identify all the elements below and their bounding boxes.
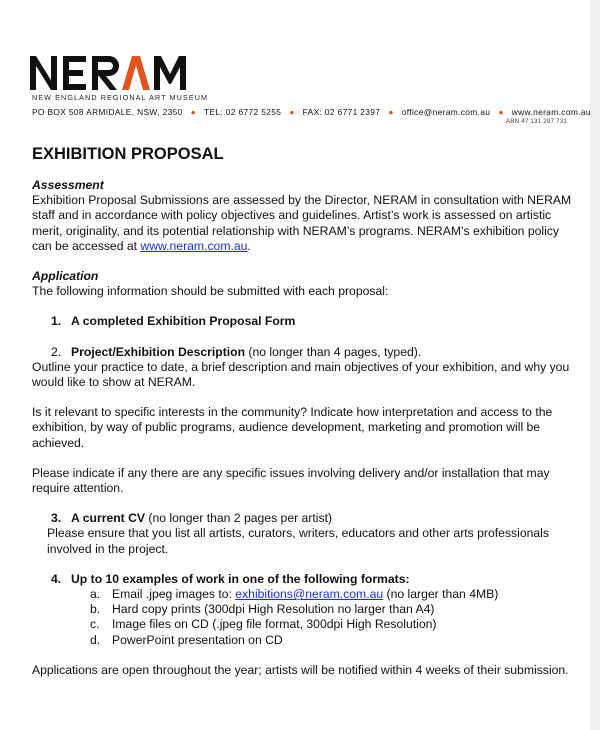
fax: FAX: 02 6771 2397 <box>302 107 381 117</box>
exhibitions-email-link[interactable]: exhibitions@neram.com.au <box>235 587 384 602</box>
contact-line <box>32 107 591 117</box>
list-item: 3. A current CV (no longer than 2 pages per artist) <box>51 511 333 526</box>
document-body <box>32 178 577 678</box>
footer-note: Applications are open throughout the year; artists will be notified within 4 weeks of their submission. <box>32 662 569 677</box>
address: PO BOX 508 ARMIDALE, NSW, 2350 <box>32 107 183 117</box>
separator-dot: ● <box>190 107 197 117</box>
sub-item: d. PowerPoint presentation on CD <box>90 632 283 647</box>
abn: ABN 47 131 297 731 <box>505 118 567 125</box>
item-title: Up to 10 examples of work in one of the following formats: <box>71 571 410 586</box>
assessment-heading: Assessment <box>32 178 104 192</box>
item-title: Project/Exhibition Description <box>71 344 246 359</box>
item-paragraph: Please ensure that you list all artists, curators, writers, educators and other arts professionals involved in the project. <box>47 526 549 556</box>
assessment-text: Exhibition Proposal Submissions are assessed by the Director, NERAM in consultation with NERAM staff and in accordance with policy objectives and guidelines. Artist’s work is assessed on artistic merit, originality, and its potential relationship with NERAM’s programs. NERAM’s exhibition policy can be accessed at www.neram.com.au. <box>32 193 572 253</box>
item-paragraph: Is it relevant to specific interests in the community? Indicate how interpretation and access to the exhibition, by way of public programs, audience development, marketing and promotion will be achieved. <box>32 405 553 450</box>
separator-dot: ● <box>388 107 394 117</box>
sub-item: b. Hard copy prints (300dpi High Resolution no larger than A4) <box>90 602 435 617</box>
sub-item: c. Image files on CD (.jpeg file format, 300dpi High Resolution) <box>90 617 437 632</box>
neram-website-link[interactable]: www.neram.com.au <box>140 238 248 253</box>
telephone: TEL: 02 6772 5255 <box>204 107 282 117</box>
page-title: EXHIBITION PROPOSAL <box>32 145 224 163</box>
page-edge <box>590 0 600 730</box>
item-paragraph: Please indicate if any there are any specific issues involving delivery and/or installation that may require attention. <box>32 465 550 496</box>
list-item: 1. A completed Exhibition Proposal Form <box>51 314 296 329</box>
item-title: A completed Exhibition Proposal Form <box>71 314 296 329</box>
list-item: 4. Up to 10 examples of work in one of the following formats: <box>51 571 410 586</box>
sub-item: a. Email .jpeg images to: exhibitions@neram.com.au (no larger than 4MB) <box>90 587 499 602</box>
item-title: A current CV <box>71 511 146 526</box>
website: www.neram.com.au <box>511 107 591 117</box>
separator-dot: ● <box>498 107 504 117</box>
org-name: NEW ENGLAND REGIONAL ART MUSEUM <box>32 93 209 102</box>
application-heading: Application <box>32 269 99 284</box>
neram-logo <box>30 52 190 96</box>
application-intro: The following information should be submitted with each proposal: <box>32 284 389 299</box>
item-paragraph: Outline your practice to date, a brief description and main objectives of your exhibition, and why you would like to show at NERAM. <box>32 359 570 390</box>
email: office@neram.com.au <box>401 107 491 117</box>
separator-dot: ● <box>289 107 295 117</box>
list-item: 2. Project/Exhibition Description (no longer than 4 pages, typed). <box>51 344 422 359</box>
